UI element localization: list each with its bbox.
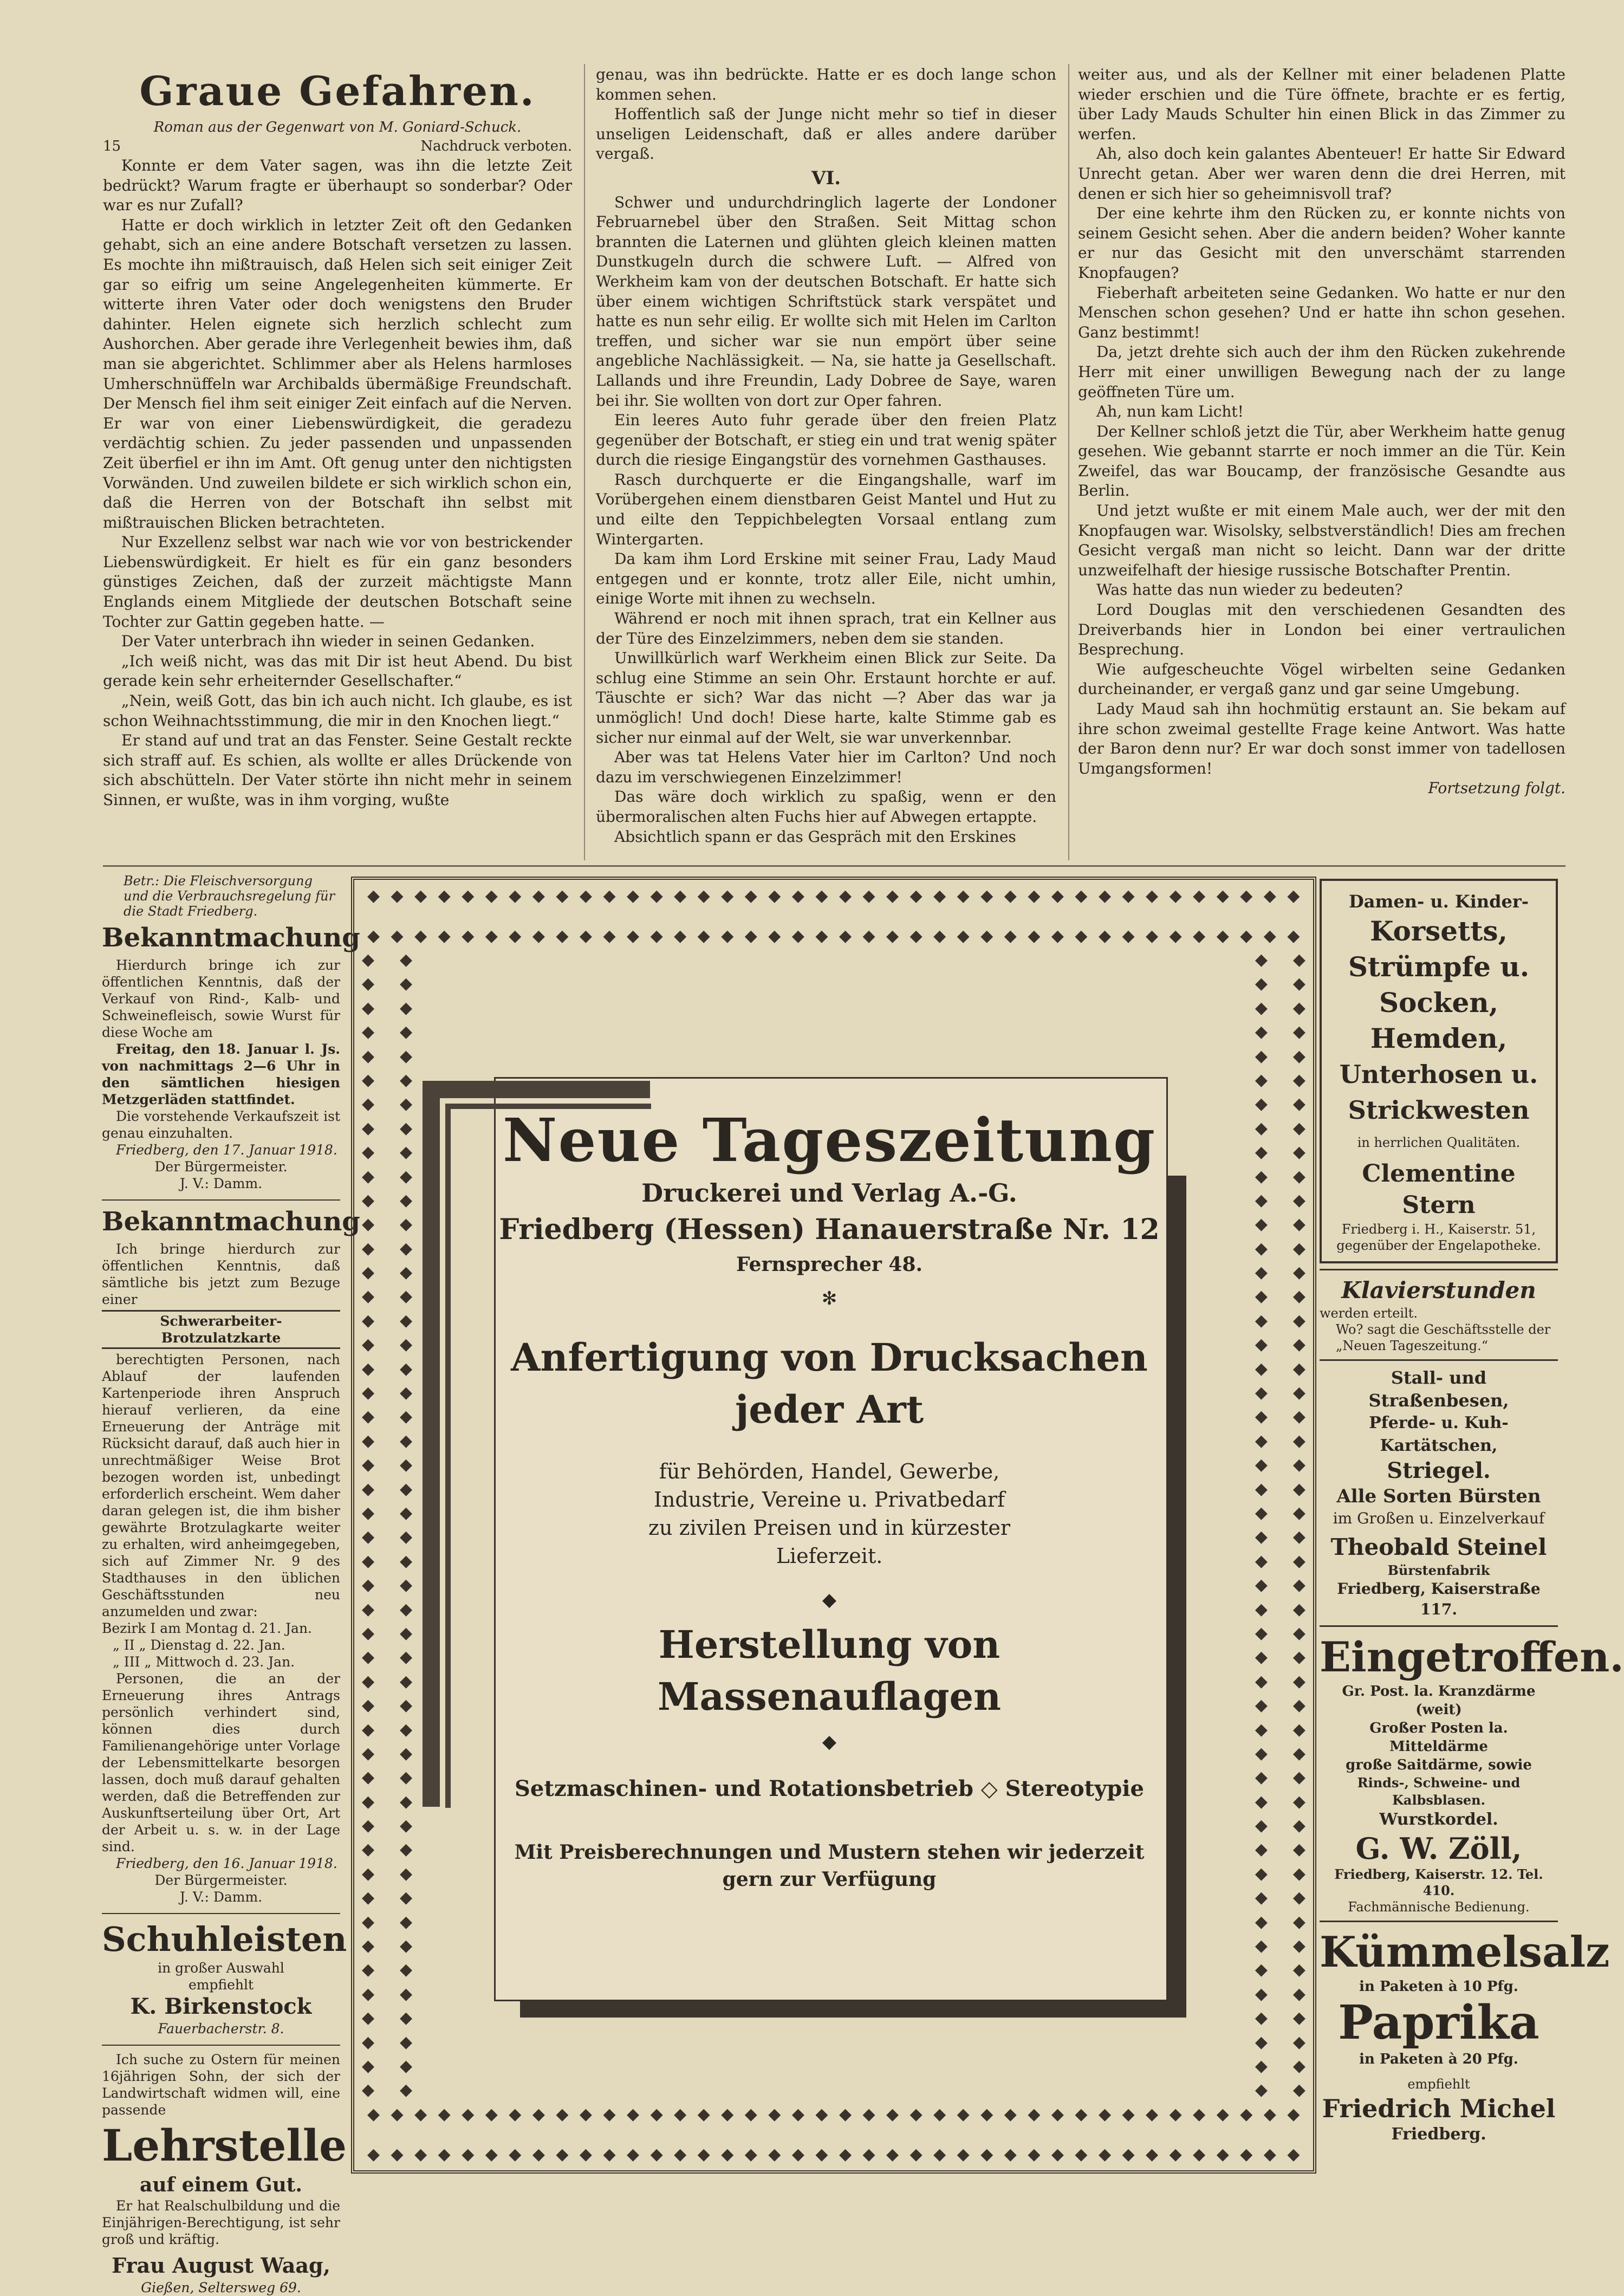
ad-piano-line: werden erteilt. (1320, 1306, 1418, 1321)
ad-note-line: Mit Preisberechnungen und Mustern stehen wir jederzeit (514, 1841, 1145, 1864)
ad-spices-title-2: Paprika (1338, 1995, 1539, 2050)
notice-2-schedule-line: „ II „ Dienstag d. 22. Jan. (113, 1637, 285, 1653)
ad-clothing-line: Socken, (1379, 987, 1499, 1019)
ad-shoe-lasts-line: empfiehlt (188, 1977, 254, 1993)
ad-apprentice-address: Gießen, Seltersweg 69. (141, 2280, 301, 2295)
notice-2-card-name: Schwerarbeiter-Brotzulatzkarte (102, 1310, 340, 1349)
ad-clothing-address: Friedberg i. H., Kaiserstr. 51, (1341, 1222, 1536, 1237)
ad-divider (1320, 1921, 1558, 1922)
notice-1-signature-deputy: J. V.: Damm. (179, 1176, 263, 1191)
story-paragraph: Lord Douglas mit den verschiedenen Gesandten des Dreiverbands hier in London bei einer vertraulichen Besprechung. (1078, 601, 1565, 659)
ad-spices-price: in Paketen à 10 Pfg. (1359, 1979, 1518, 1995)
ad-piano-title: Klavierstunden (1341, 1277, 1536, 1303)
story-column-3 (1078, 65, 1565, 856)
ad-casings-line: Rinds-, Schweine- und Kalbsblasen. (1357, 1775, 1521, 1808)
story-paragraph: Wie aufgescheuchte Vögel wirbelten seine Gedanken durcheinander, er vergaß ganz und gar seine Umgebung. (1078, 660, 1565, 698)
story-paragraph: Während er noch mit ihnen sprach, trat ein Kellner aus der Türe des Einzelzimmers, neben dem sie standen. (596, 609, 1056, 647)
story-paragraph: Fieberhaft arbeiteten seine Gedanken. Wo hatte er nur den Menschen schon gesehen? Und er hatte ihn schon gesehen. Ganz bestimmt! (1078, 283, 1565, 341)
ad-body-line: für Behörden, Handel, Gewerbe, (659, 1460, 1000, 1483)
ad-spices-title: Kümmelsalz (1320, 1928, 1610, 1977)
ad-apprentice-body: Er hat Realschulbildung und die Einjährigen-Berechtigung, ist sehr groß und kräftig. (102, 2198, 340, 2247)
installment-number: 15 (103, 138, 121, 154)
story-paragraph: Da kam ihm Lord Erskine mit seiner Frau, Lady Maud entgegen und er konnte, trotz aller Eile, nicht umhin, einige Worte mit ihnen zu wechseln. (596, 550, 1056, 608)
ad-bar-left (423, 1081, 440, 1807)
ad-spices (1320, 1928, 1610, 2145)
ad-title: Neue Tageszeitung (502, 1105, 1157, 1175)
ad-divider (1320, 1269, 1558, 1270)
ad-subtitle: Druckerei und Verlag A.-G. (641, 1178, 1017, 1208)
ad-casings-service: Fachmännische Bedienung. (1348, 1899, 1530, 1915)
ad-casings-line: Wurstkordel. (1379, 1810, 1498, 1829)
ad-clothing-firm: Clementine Stern (1362, 1160, 1516, 1219)
ad-casings-line: große Saitdärme, sowie (1346, 1757, 1532, 1773)
notice-1-note: Die vorstehende Verkaufszeit ist genau einzuhalten. (102, 1108, 340, 1141)
ad-apprentice-intro: Ich suche zu Ostern für meinen 16jährigen Sohn, der sich der Landwirtschaft widmen will, eine passende (102, 2052, 340, 2118)
ad-apprentice-title: Lehrstelle (102, 2120, 347, 2171)
ornament-icon: ✻ (821, 1288, 837, 1309)
ad-piano-line: Wo? sagt die Geschäftsstelle der „Neuen Tageszeitung.“ (1336, 1322, 1551, 1353)
ad-clothing-line: Hemden, (1370, 1022, 1508, 1054)
chapter-number: VI. (811, 167, 841, 189)
diamond-border-right: ◆ ◆ ◆ ◆ ◆ ◆ ◆ ◆ ◆ ◆ ◆ ◆ ◆ ◆ ◆ ◆ ◆ ◆ ◆ ◆ ◆ ◆ ◆ ◆ ◆ ◆ ◆ ◆ ◆ ◆ ◆ ◆ ◆ ◆ ◆ ◆ ◆ ◆ ◆ ◆ ◆ ◆ ◆ ◆ ◆ ◆ ◆ ◆ (1292, 950, 1305, 2100)
notice-1-date: Friedberg, den 17. Januar 1918. (116, 1142, 337, 1158)
notice-divider (102, 2045, 340, 2046)
ad-note-line: gern zur Verfügung (722, 1868, 937, 1891)
left-notices-column (102, 873, 360, 2295)
story-paragraph: Rasch durchquerte er die Eingangshalle, warf im Vorübergehen einem dienstbaren Geist Mantel und Hut zu und eilte den Teppichbelegten Vorsaal entlang zum Wintergarten. (596, 470, 1056, 548)
ad-brushes-line: Stall- und Straßenbesen, (1368, 1367, 1509, 1411)
ad-casings-firm: G. W. Zöll, (1355, 1831, 1522, 1866)
ad-brushes-line: Alle Sorten Bürsten (1336, 1486, 1541, 1507)
ad-casings-address: Friedberg, Kaiserstr. 12. Tel. 410. (1334, 1866, 1543, 1898)
ad-clothing-address-2: gegenüber der Engelapotheke. (1336, 1238, 1541, 1253)
notice-divider (102, 1199, 340, 1201)
story-paragraph: Der eine kehrte ihm den Rücken zu, er konnte nichts von seinem Gesicht sehen. Aber die andern beiden? Woher kannte er nur das Gesicht mit den unverschämt starrenden Knopfaugen? (1078, 204, 1565, 282)
notice-1-when: Freitag, den 18. Januar l. Js. von nachmittags 2—6 Uhr in den sämtlichen hiesigen Metzgerläden stattfindet. (102, 1041, 340, 1107)
ad-apprentice-sub: auf einem Gut. (140, 2174, 302, 2196)
ad-clothing-quality: in herrlichen Qualitäten. (1357, 1135, 1521, 1150)
story-paragraph: Hatte er doch wirklich in letzter Zeit oft den Gedanken gehabt, sich an eine andere Botschaft versetzen zu lassen. Es mochte ihn mißtrauisch, daß Helen sich seit einiger Zeit gar so eifrig um seine Angelegenheiten kümmerte. Er witterte ihren Vater oder doch wenigstens den Bruder dahinter. Helen eignete sich herzlich schlecht zum Aushorchen. Aber gerade ihre Verlegenheit bewies ihm, daß man sie abgerichtet. Schlimmer aber als Helens harmloses Umherschnüffeln war Archibalds übermäßige Freundschaft. Der Mensch fiel ihm seit einiger Zeit einfach auf die Nerven. Er war von einer Liebenswürdigkeit, die geradezu verdächtig schien. Zu jeder passenden und unpassenden Zeit überfiel er ihn im Amt. Oft genug unter den nichtigsten Vorwänden. Und zuweilen bildete er sich wirklich schon ein, daß die Herren von der Botschaft ihn selbst mit mißtrauischen Blicken betrachteten. (103, 216, 572, 531)
ad-clothing-line: Strickwesten (1348, 1095, 1530, 1125)
ad-spices-price-2: in Paketen à 20 Pfg. (1359, 2051, 1518, 2067)
ad-shoe-lasts-title: Schuhleisten (102, 1919, 347, 1959)
story-paragraph: Ein leeres Auto fuhr gerade über den freien Platz gegenüber der Botschaft, er stieg ein und trat wenig später durch die riesige Eingangstür des vornehmen Gasthauses. (596, 411, 1056, 469)
story-paragraph: Aber was tat Helens Vater hier im Carlton? Und noch dazu im verschwiegenen Einzelzimmer! (596, 748, 1056, 786)
story-paragraph: Lady Maud sah ihn hochmütig erstaunt an. Sie bekam auf ihre schon zweimal gestellte Frage keine Antwort. Was hatte der Baron denn nur? Er war doch sonst immer von tadellosen Umgangsformen! (1078, 700, 1565, 777)
ad-divider (1320, 1359, 1558, 1361)
ad-clothing (1320, 879, 1558, 1263)
story-paragraph: Er stand auf und trat an das Fenster. Seine Gestalt reckte sich straff auf. Es schien, als wollte er alles Drückende von sich abschütteln. Der Vater störte ihn nicht mehr in seinem Sinnen, er wußte, was in ihm vorging, wußte (103, 731, 572, 809)
story-paragraph: Ah, nun kam Licht! (1096, 403, 1244, 421)
ad-shadow-right (1165, 1176, 1186, 2014)
ad-apprentice-firm: Frau August Waag, (112, 2253, 330, 2278)
notice-1-signature: Der Bürgermeister. (154, 1159, 288, 1175)
story-byline (103, 137, 572, 156)
ad-spices-city: Friedberg. (1391, 2125, 1486, 2144)
ad-clothing-line: Korsetts, (1370, 915, 1508, 947)
ad-address: Friedberg (Hessen) Hanauerstraße Nr. 12 (499, 1213, 1160, 1246)
diamond-border-left: ◆ ◆ ◆ ◆ ◆ ◆ ◆ ◆ ◆ ◆ ◆ ◆ ◆ ◆ ◆ ◆ ◆ ◆ ◆ ◆ ◆ ◆ ◆ ◆ ◆ ◆ ◆ ◆ ◆ ◆ ◆ ◆ ◆ ◆ ◆ ◆ ◆ ◆ ◆ ◆ ◆ ◆ ◆ ◆ ◆ ◆ ◆ ◆ (362, 950, 375, 2100)
story-paragraph: Absichtlich spann er das Gespräch mit den Erskines (614, 827, 1016, 846)
ad-spices-firm: Friedrich Michel (1322, 2094, 1556, 2123)
reprint-notice: Nachdruck verboten. (420, 138, 572, 154)
story-subtitle: Roman aus der Gegenwart von M. Goniard-Schuck. (153, 119, 522, 135)
notice-2-schedule-line: Bezirk I am Montag d. 21. Jan. (102, 1620, 312, 1636)
story-paragraph: „Nein, weiß Gott, das bin ich auch nicht. Ich glaube, es ist schon Weihnachtsstimmung, die mir in den Knochen liegt.“ (103, 692, 572, 730)
notice-reference: Betr.: Die Fleischversorgung und die Verbrauchsregelung für die Stadt Friedberg. (124, 873, 335, 919)
diamond-border-bottom-inner: ◆ ◆ ◆ ◆ ◆ ◆ ◆ ◆ ◆ ◆ ◆ ◆ ◆ ◆ ◆ ◆ ◆ ◆ ◆ ◆ ◆ ◆ ◆ ◆ ◆ ◆ ◆ ◆ ◆ ◆ ◆ ◆ ◆ ◆ ◆ ◆ ◆ ◆ ◆ ◆ (367, 2105, 1300, 2124)
notice-2-date: Friedberg, den 16. Januar 1918. (116, 1856, 337, 1871)
notice-2-intro: Ich bringe hierdurch zur öffentlichen Kenntnis, daß sämtliche bis jetzt zum Bezuge einer (102, 1241, 340, 1307)
story-paragraph: Der Vater unterbrach ihn wieder in seinen Gedanken. (121, 632, 535, 651)
ad-body-line: zu zivilen Preisen und in kürzester (648, 1516, 1011, 1540)
notice-1-heading: Bekanntmachung (102, 923, 360, 953)
section-divider (103, 865, 1565, 867)
story-paragraph: Schwer und undurchdringlich lagerte der Londoner Februarnebel über den Straßen. Seit Mittag schon brannten die Laternen und glühten gleich kleinen matten Dunstkugeln durch die schwere Luft. — Alfred von Werkheim kam von der deutschen Botschaft. Er hatte sich über einem wichtigen Schriftstück stark verspätet und hatte es nun sehr eilig. Er wollte sich mit Helen im Carlton treffen, und sicher war sie nun empört über seine angebliche Nachlässigkeit. — Na, sie hatte ja Gesellschaft. Lallands und ihre Freundin, Lady Dobree de Saye, waren bei ihr. Sie wollten von dort zur Oper fahren. (596, 193, 1056, 410)
story-paragraph: genau, was ihn bedrückte. Hatte er es doch lange schon kommen sehen. (596, 66, 1056, 103)
story-paragraph: weiter aus, und als der Kellner mit einer beladenen Platte wieder erschien und die Türe öffnete, brachte er es fertig, über Lady Mauds Schulter hin einen Blick in das Zimmer zu werfen. (1078, 66, 1565, 143)
story-paragraph: Was hatte das nun wieder zu bedeuten? (1096, 581, 1403, 599)
notice-divider (102, 1913, 340, 1914)
notice-2-signature-deputy: J. V.: Damm. (179, 1889, 263, 1905)
ad-brushes-line: Striegel. (1387, 1458, 1491, 1483)
diamond-icon: ◆ (822, 1589, 837, 1611)
story-paragraph: „Ich weiß nicht, was das mit Dir ist heut Abend. Du bist gerade kein sehr erheiternder Gesellschafter.“ (103, 652, 572, 690)
story-paragraph: Da, jetzt drehte sich auch der ihm den Rücken zukehrende Herr mit einer unwilligen Bewegung nach der zu lange geöffneten Türe um. (1078, 343, 1565, 401)
story-column-1 (103, 65, 572, 856)
notice-2-body-2: Personen, die an der Erneuerung ihres Antrags persönlich verhindert sind, können dies durch Familienangehörige unter Vorlage der Lebensmittelkarte besorgen lassen, doch muß darauf gehalten werden, daß die Betreffenden zur Auskunftserteilung über Ort, Art der Arbeit u. s. w. in der Lage sind. (102, 1671, 340, 1854)
notice-2-heading: Bekanntmachung (102, 1207, 360, 1237)
ad-bar-top (423, 1081, 650, 1098)
story-paragraph: Hoffentlich saß der Junge nicht mehr so tief in dieser unseligen Leidenschaft, daß er alles andere darüber vergaß. (596, 105, 1056, 163)
diamond-border-top: ◆ ◆ ◆ ◆ ◆ ◆ ◆ ◆ ◆ ◆ ◆ ◆ ◆ ◆ ◆ ◆ ◆ ◆ ◆ ◆ ◆ ◆ ◆ ◆ ◆ ◆ ◆ ◆ ◆ ◆ ◆ ◆ ◆ ◆ ◆ ◆ ◆ ◆ ◆ ◆ (367, 886, 1300, 905)
ad-casings-line: Gr. Post. la. Kranzdärme (weit) (1342, 1683, 1536, 1718)
ad-body-line: Lieferzeit. (776, 1544, 883, 1568)
ad-shoe-lasts-address: Fauerbacherstr. 8. (158, 2021, 284, 2036)
ad-brushes (1320, 1366, 1558, 1620)
diamond-border-top-inner: ◆ ◆ ◆ ◆ ◆ ◆ ◆ ◆ ◆ ◆ ◆ ◆ ◆ ◆ ◆ ◆ ◆ ◆ ◆ ◆ ◆ ◆ ◆ ◆ ◆ ◆ ◆ ◆ ◆ ◆ ◆ ◆ ◆ ◆ ◆ ◆ ◆ ◆ ◆ ◆ (367, 926, 1300, 945)
ad-clothing-line: Unterhosen u. (1339, 1060, 1538, 1089)
ad-casings-line: Großer Posten la. Mitteldärme (1369, 1720, 1508, 1755)
ad-piano (1320, 1276, 1558, 1354)
notice-1-body: Hierdurch bringe ich zur öffentlichen Kenntnis, daß der Verkauf von Rind-, Kalb- und Schweinefleisch, sowie Wurst für diese Woche am (102, 957, 340, 1040)
ad-casings-title: Eingetroffen. (1320, 1633, 1624, 1681)
ad-body-line: Industrie, Vereine u. Privatbedarf (653, 1488, 1005, 1512)
ad-content (494, 1105, 1165, 1893)
continued-note: Fortsetzung folgt. (1428, 779, 1565, 797)
ad-spices-recommends: empfiehlt (1407, 2077, 1470, 2092)
ad-brushes-line: im Großen u. Einzelverkauf (1333, 1509, 1545, 1527)
ad-services-line: Setzmaschinen- und Rotationsbetrieb ◇ Stereotypie (515, 1776, 1144, 1801)
ad-brushes-line: Pferde- u. Kuh-Kartätschen, (1369, 1413, 1509, 1455)
story-title: Graue Gefahren. (139, 68, 536, 115)
ad-shoe-lasts-line: in großer Auswahl (158, 1960, 284, 1976)
ad-clothing-line: Strümpfe u. (1348, 951, 1530, 983)
notice-2-schedule-line: „ III „ Mittwoch d. 23. Jan. (113, 1654, 295, 1670)
ad-casings (1320, 1632, 1624, 1915)
story-paragraph: Unwillkürlich warf Werkheim einen Blick zur Seite. Da schlug eine Stimme an sein Ohr. Erstaunt horchte er auf. Täuschte er sich? War das nicht —? Aber das war ja unmöglich! Und doch! Diese harte, kalte Stimme gab es sicher nur einmal auf der Welt, sie war unverkennbar. (596, 649, 1056, 747)
diamond-icon: ◆ (822, 1731, 837, 1753)
story-paragraph: Der Kellner schloß jetzt die Tür, aber Werkheim hatte genug gesehen. Wie gebannt starrte er noch immer an die Tür. Kein Zweifel, das war Boucamp, der französische Gesandte aus Berlin. (1078, 422, 1565, 500)
column-rule (1068, 64, 1069, 860)
story-paragraph: Ah, also doch kein galantes Abenteuer! Er hatte Sir Edward Unrecht getan. Aber wer waren denn die drei Herren, mit denen er sich hier so geheimnisvoll traf? (1078, 145, 1565, 203)
ad-brushes-firm: Theobald Steinel (1330, 1534, 1547, 1560)
column-rule (584, 64, 585, 860)
ad-heading-printing: Anfertigung von Drucksachen jeder Art (511, 1335, 1148, 1432)
story-paragraph: Nur Exzellenz selbst war nach wie vor von bestrickender Liebenswürdigkeit. Er hielt es für ein ganz besonders günstiges Zeichen, daß der zurzeit mächtigste Mann Englands einem Mitgliede der deutschen Botschaft seine Tochter zur Gattin gegeben hatte. — (103, 533, 572, 631)
diamond-border-right-inner: ◆ ◆ ◆ ◆ ◆ ◆ ◆ ◆ ◆ ◆ ◆ ◆ ◆ ◆ ◆ ◆ ◆ ◆ ◆ ◆ ◆ ◆ ◆ ◆ ◆ ◆ ◆ ◆ ◆ ◆ ◆ ◆ ◆ ◆ ◆ ◆ ◆ ◆ ◆ ◆ ◆ ◆ ◆ ◆ ◆ ◆ ◆ ◆ (1255, 950, 1268, 2100)
notice-2-signature: Der Bürgermeister. (154, 1872, 288, 1888)
story-column-2 (596, 65, 1056, 856)
diamond-border-left-inner: ◆ ◆ ◆ ◆ ◆ ◆ ◆ ◆ ◆ ◆ ◆ ◆ ◆ ◆ ◆ ◆ ◆ ◆ ◆ ◆ ◆ ◆ ◆ ◆ ◆ ◆ ◆ ◆ ◆ ◆ ◆ ◆ ◆ ◆ ◆ ◆ ◆ ◆ ◆ ◆ ◆ ◆ ◆ ◆ ◆ ◆ ◆ ◆ (400, 950, 413, 2100)
notice-2-body: berechtigten Personen, nach Ablauf der laufenden Kartenperiode ihren Anspruch hierauf verlieren, da eine Erneuerung der Anträge mit Rücksicht darauf, daß auch hier in unrechtmäßiger Weise Brot bezogen worden ist, unbedingt erforderlich erscheint. Wem daher daran gelegen ist, die ihm bisher gewährte Brotzulagkarte weiter zu erhalten, wird anheimgegeben, sich auf Zimmer Nr. 9 des Stadthauses in den üblichen Geschäftsstunden neu anzumelden und zwar: (102, 1352, 340, 1619)
ad-shoe-lasts-firm: K. Birkenstock (130, 1994, 312, 2019)
ad-divider (1320, 1625, 1558, 1627)
story-paragraph: Das wäre doch wirklich zu spaßig, wenn er den übermoralischen alten Fuchs hier auf Abwegen ertappte. (596, 788, 1056, 826)
ad-phone: Fernsprecher 48. (736, 1253, 923, 1276)
right-ads-column (1320, 879, 1624, 2266)
ad-clothing-line: Damen- u. Kinder- (1348, 891, 1529, 912)
ad-bar-left-thin (445, 1104, 451, 1808)
diamond-border-bottom: ◆ ◆ ◆ ◆ ◆ ◆ ◆ ◆ ◆ ◆ ◆ ◆ ◆ ◆ ◆ ◆ ◆ ◆ ◆ ◆ ◆ ◆ ◆ ◆ ◆ ◆ ◆ ◆ ◆ ◆ ◆ ◆ ◆ ◆ ◆ ◆ ◆ ◆ ◆ ◆ (367, 2145, 1300, 2164)
story-paragraph: Und jetzt wußte er mit einem Male auch, wer der mit den Knopfaugen war. Wisolsky, selbstverständlich! Dies am frechen Gesicht vergaß man nicht so leicht. Dann war der dritte unzweifelhaft der hiesige russische Botschafter Prentin. (1078, 502, 1565, 579)
ad-brushes-address: Friedberg, Kaiserstraße 117. (1337, 1580, 1541, 1618)
story-paragraph: Konnte er dem Vater sagen, was ihn die letzte Zeit bedrückt? Warum fragte er überhaupt so sonderbar? Oder war es nur Zufall? (103, 157, 572, 215)
ad-heading-mass-printing: Herstellung von Massenauflagen (658, 1622, 1001, 1719)
ad-brushes-factory: Bürstenfabrik (1387, 1562, 1490, 1578)
